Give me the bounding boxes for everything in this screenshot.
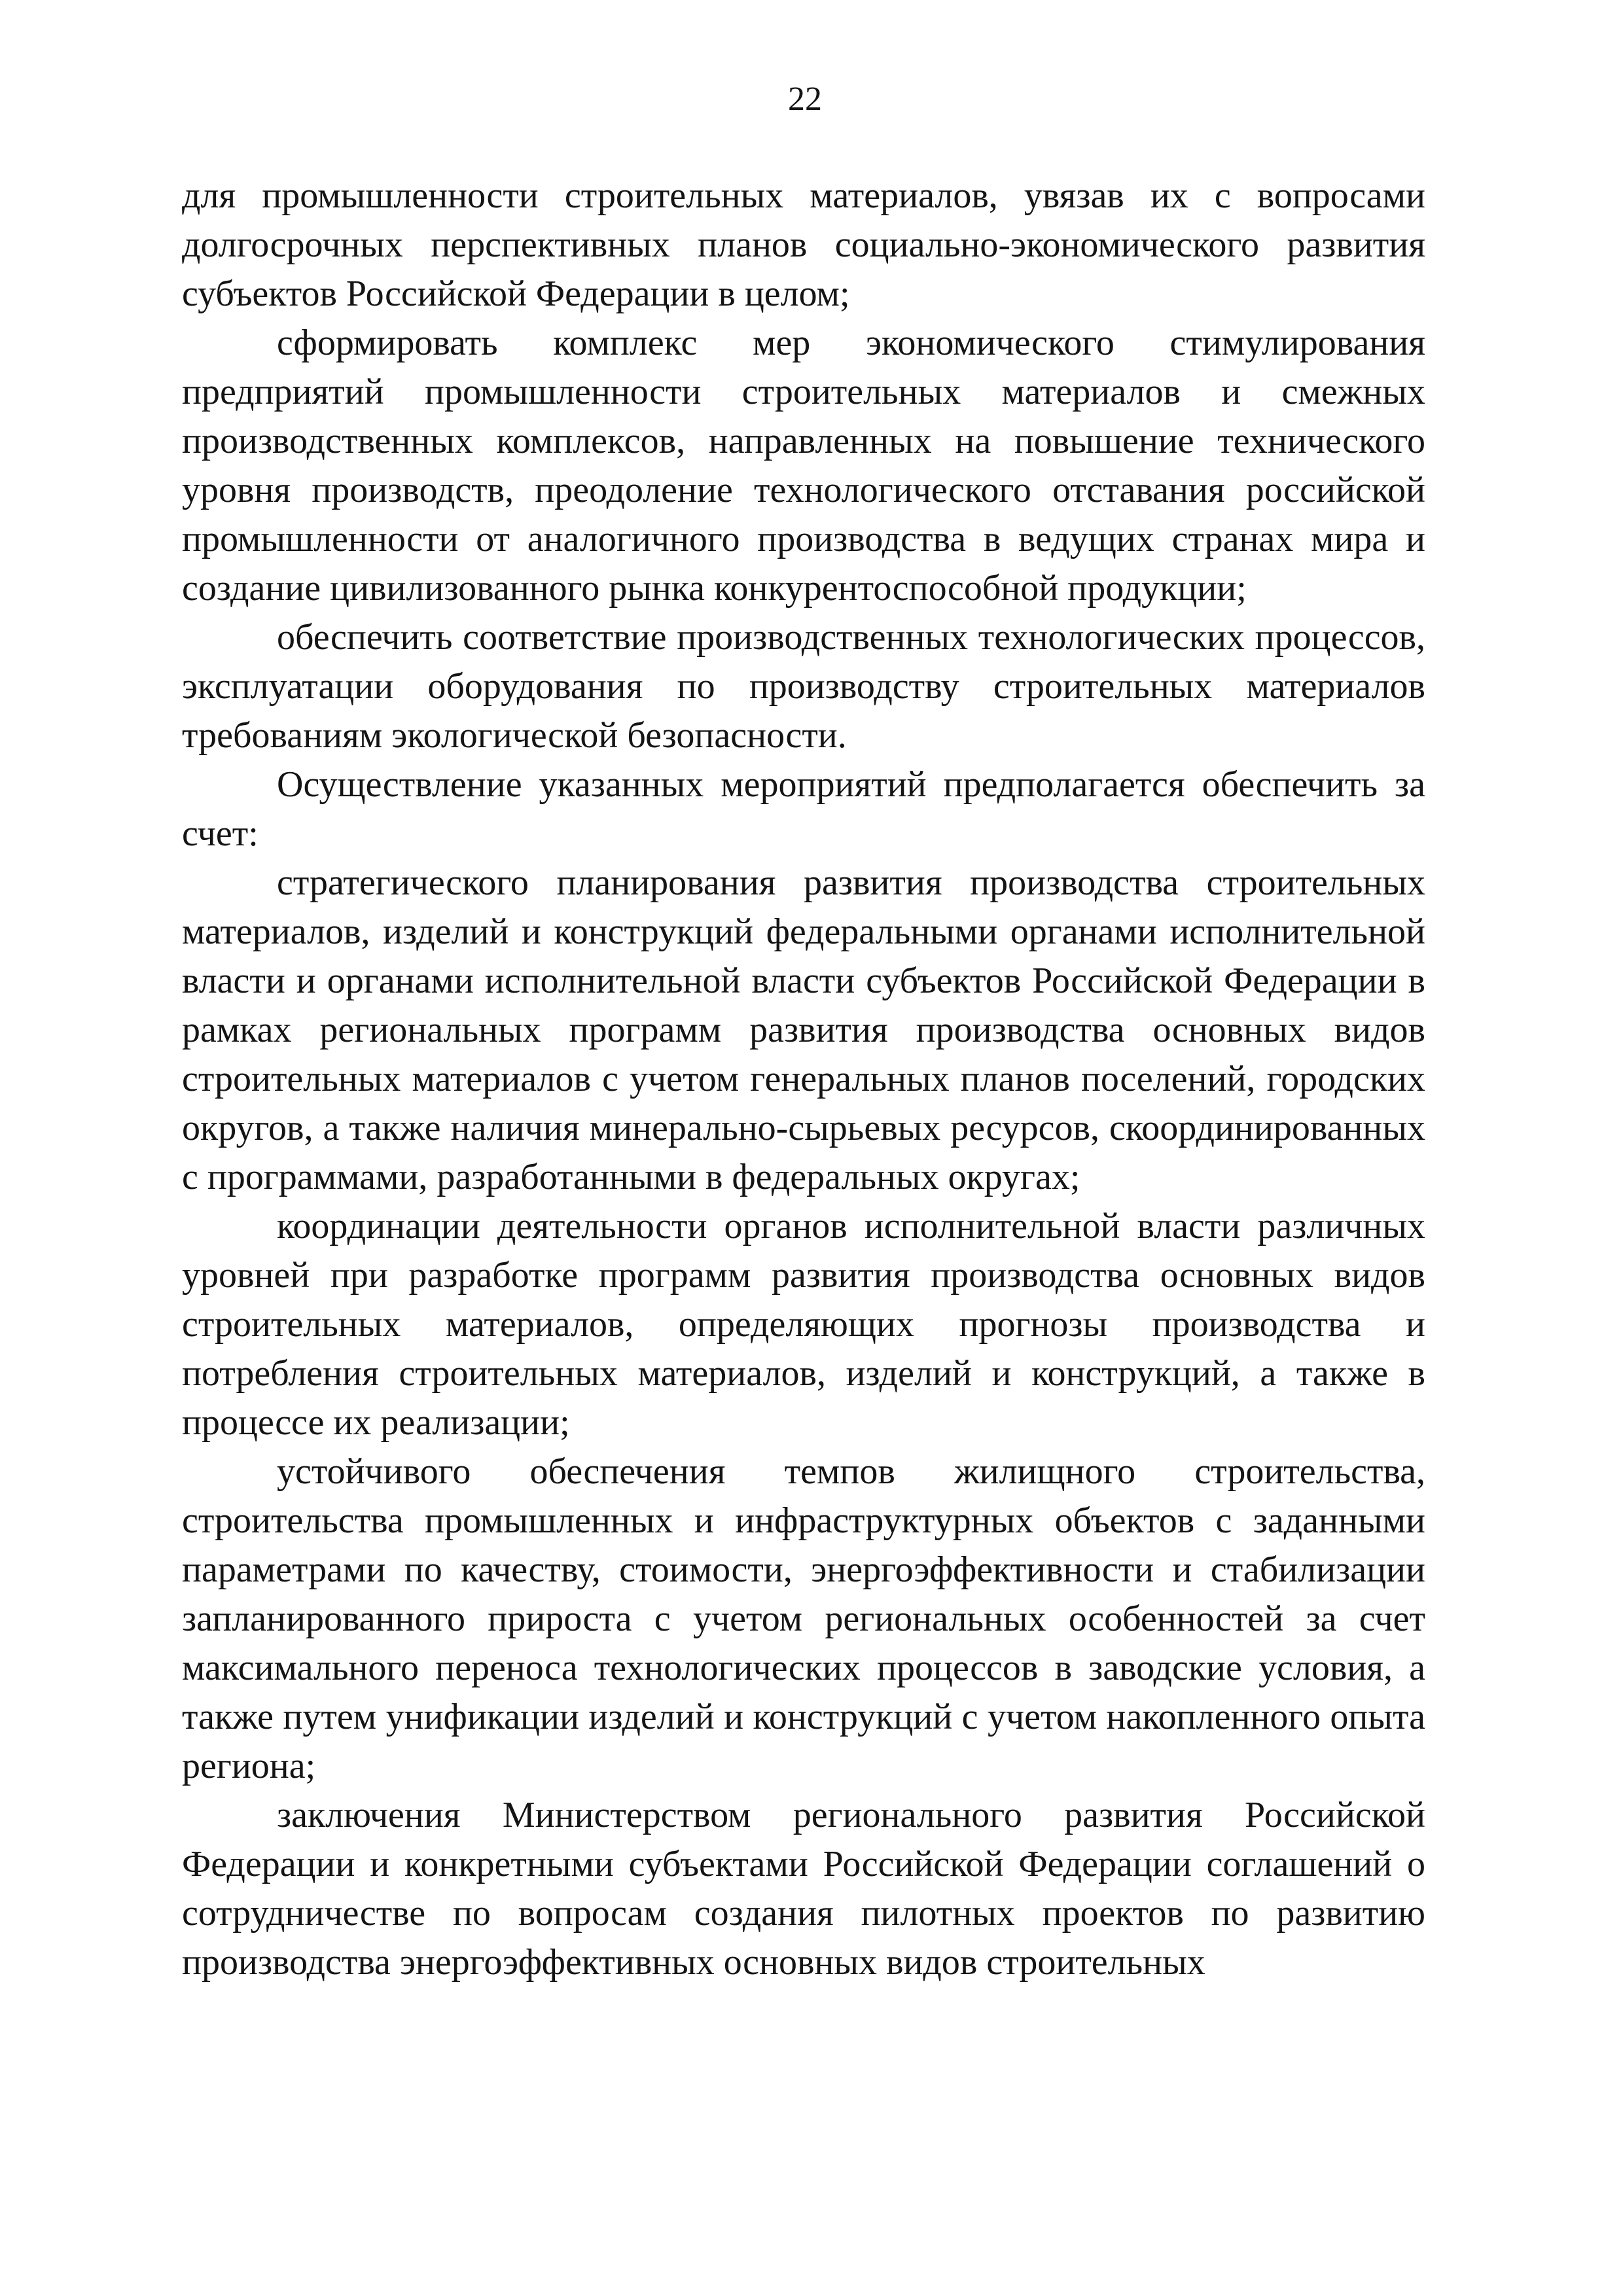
paragraph-coordination: координации деятельности органов исполнительной власти различных уровней при разработке программ развития производства основных видов строительных материалов, определяющих прогнозы производства и потребления строительных материалов, изделий и конструкций, а также в процессе их реализации; — [182, 1206, 1425, 1443]
paragraph-agreements: заключения Министерством регионального развития Российской Федерации и конкретными субъектами Российской Федерации соглашений о сотрудничестве по вопросам создания пилотных проектов по развитию производства энергоэффективных основных видов строительных — [182, 1795, 1425, 1983]
paragraph-continuation: для промышленности строительных материалов, увязав их с вопросами долгосрочных перспективных планов социально-экономического развития субъектов Российской Федерации в целом; — [182, 175, 1425, 314]
paragraph-implementation-means: Осуществление указанных мероприятий предполагается обеспечить за счет: — [182, 764, 1425, 854]
paragraph-strategic-planning: стратегического планирования развития производства строительных материалов, изделий и конструкций федеральными органами исполнительной власти и органами исполнительной власти субъектов Российской Федерации в рамках региональных программ развития производства основных видов строительных материалов с учетом генеральных планов поселений, городских округов, а также наличия минерально-сырьевых ресурсов, скоординированных с программами, разработанными в федеральных округах; — [182, 862, 1425, 1197]
paragraph-economic-stimulation: сформировать комплекс мер экономического стимулирования предприятий промышленности строительных материалов и смежных производственных комплексов, направленных на повышение технического уровня производств, преодоление технологического отставания российской промышленности от аналогичного производства в ведущих странах мира и создание цивилизованного рынка конкурентоспособной продукции; — [182, 323, 1425, 609]
body-text — [182, 171, 1425, 1987]
paragraph-construction-pace: устойчивого обеспечения темпов жилищного строительства, строительства промышленных и инфраструктурных объектов с заданными параметрами по качеству, стоимости, энергоэффективности и стабилизации запланированного прироста с учетом региональных особенностей за счет максимального переноса технологических процессов в заводские условия, а также путем унификации изделий и конструкций с учетом накопленного опыта региона; — [182, 1451, 1425, 1786]
page-number: 22 — [788, 80, 822, 118]
paragraph-ecological-safety: обеспечить соответствие производственных технологических процессов, эксплуатации оборудования по производству строительных материалов требованиям экологической безопасности. — [182, 617, 1425, 756]
